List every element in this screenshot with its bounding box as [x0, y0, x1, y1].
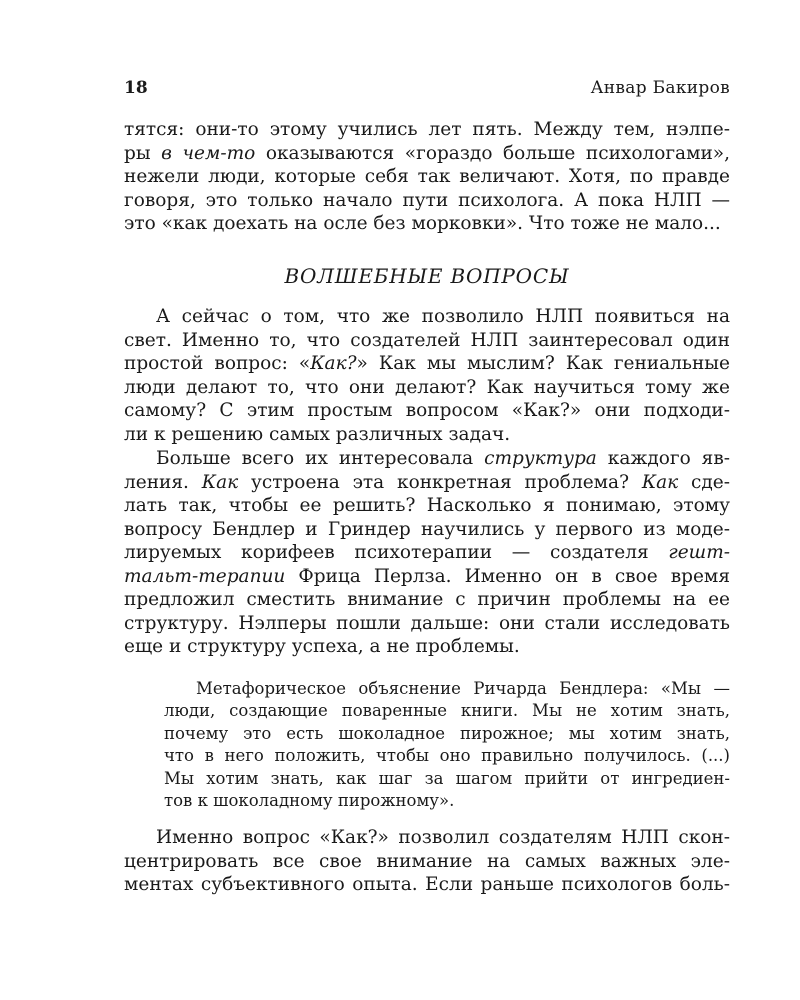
line-text: ры: [124, 142, 162, 164]
line-text: ментах субъективного опыта. Если раньше психологов боль-: [124, 874, 730, 895]
paragraph-2: [124, 305, 730, 446]
line-text: что в него положить, чтобы оно правильно получилось. (...): [164, 746, 730, 766]
line-text: оказываются «гораздо больше психологами»,: [255, 142, 731, 164]
line-text: » Как мы мыслим? Как гениальные: [356, 353, 730, 374]
line-text: центрировать все свое внимание на самых важных эле-: [124, 850, 730, 872]
text-line: [124, 518, 730, 542]
emphasis-text: структура: [484, 448, 597, 469]
text-line: [124, 635, 730, 659]
text-line: [124, 376, 730, 400]
text-line: [124, 850, 730, 874]
line-text: люди делают то, что они делают? Как научиться тому же: [124, 376, 730, 398]
text-line: [124, 588, 730, 612]
line-text: простой вопрос: «: [124, 353, 311, 374]
line-text: устроена эта конкретная проблема?: [238, 471, 642, 493]
line-text: говоря, это только начало пути психолога. А пока НЛП —: [124, 189, 730, 211]
line-text: Фрица Перлза. Именно он в свое время: [285, 565, 730, 587]
emphasis-text: тальт-терапии: [124, 565, 286, 587]
line-text: Больше всего их интересовала: [156, 448, 485, 469]
line-text: сде-: [678, 471, 730, 493]
line-text: структуру. Нэлперы пошли дальше: они стали исследовать: [124, 612, 730, 634]
line-text: лируемых корифеев психотерапии — создателя: [124, 542, 669, 563]
emphasis-text: Как: [201, 471, 239, 493]
emphasis-text: Как?: [310, 353, 357, 374]
text-line: [124, 471, 730, 495]
emphasis-text: в чем-то: [161, 142, 256, 164]
text-line: [124, 118, 730, 142]
line-text: вопросу Бендлер и Гриндер научились у первого из моде-: [124, 518, 730, 540]
section-title: ВОЛШЕБНЫЕ ВОПРОСЫ: [284, 264, 570, 288]
line-text: люди, создающие поваренные книги. Мы не хотим знать,: [164, 701, 730, 721]
text-line: [164, 768, 730, 790]
text-line: [124, 399, 730, 423]
emphasis-text: Как: [641, 471, 679, 493]
paragraph-3: [124, 447, 730, 659]
paragraph-1: [124, 118, 730, 236]
text-line: [124, 352, 730, 376]
text-line: [164, 678, 730, 700]
text-line: [124, 189, 730, 213]
line-text: А сейчас о том, что же позволило НЛП появиться на: [156, 306, 730, 327]
line-text: еще и структуру успеха, а не проблемы.: [124, 636, 520, 657]
line-text: почему это есть шоколадное пирожное; мы хотим знать,: [164, 723, 730, 743]
text-line: [124, 873, 730, 897]
text-line: [124, 329, 730, 353]
line-text: Метафорическое объяснение Ричарда Бендлера: «Мы —: [196, 679, 730, 698]
text-line: [124, 212, 730, 236]
text-line: [124, 612, 730, 636]
text-line: [124, 165, 730, 189]
line-text: каждого яв-: [596, 448, 730, 469]
text-line: [164, 700, 730, 722]
text-line: [124, 423, 730, 447]
line-text: лать так, чтобы ее решить? Насколько я понимаю, этому: [124, 495, 730, 516]
line-text: Мы хотим знать, как шаг за шагом прийти от ингредиен-: [164, 768, 730, 788]
line-text: ли к решению самых различных задач.: [124, 423, 511, 445]
line-text: Именно вопрос «Как?» позволил создателям НЛП скон-: [156, 827, 730, 848]
line-text: тятся: они-то этому учились лет пять. Между тем, нэлпе-: [124, 119, 730, 140]
line-text: тов к шоколадному пирожному».: [164, 790, 455, 810]
line-text: свет. Именно то, что создателей НЛП заинтересовал один: [124, 329, 730, 351]
text-line: [164, 790, 730, 812]
text-line: [124, 142, 730, 166]
paragraph-4: [124, 826, 730, 897]
page-header: [124, 76, 730, 100]
text-line: [124, 494, 730, 518]
line-text: это «как доехать на осле без морковки». Что тоже не мало...: [124, 213, 721, 234]
text-line: [124, 541, 730, 565]
text-line: [164, 745, 730, 767]
text-line: [124, 826, 730, 850]
text-line: [164, 723, 730, 745]
line-text: ления.: [124, 471, 202, 493]
text-line: [124, 447, 730, 471]
page-number: 18: [124, 78, 148, 98]
line-text: самому? С этим простым вопросом «Как?» они подходи-: [124, 400, 730, 421]
text-line: [124, 305, 730, 329]
line-text: нежели люди, которые себя так величают. Хотя, по правде: [124, 166, 730, 187]
emphasis-text: гешт-: [668, 542, 730, 563]
block-quote: [164, 678, 730, 812]
text-line: [124, 565, 730, 589]
line-text: предложил сместить внимание с причин проблемы на ее: [124, 589, 730, 610]
running-head-author: Анвар Бакиров: [590, 78, 730, 98]
